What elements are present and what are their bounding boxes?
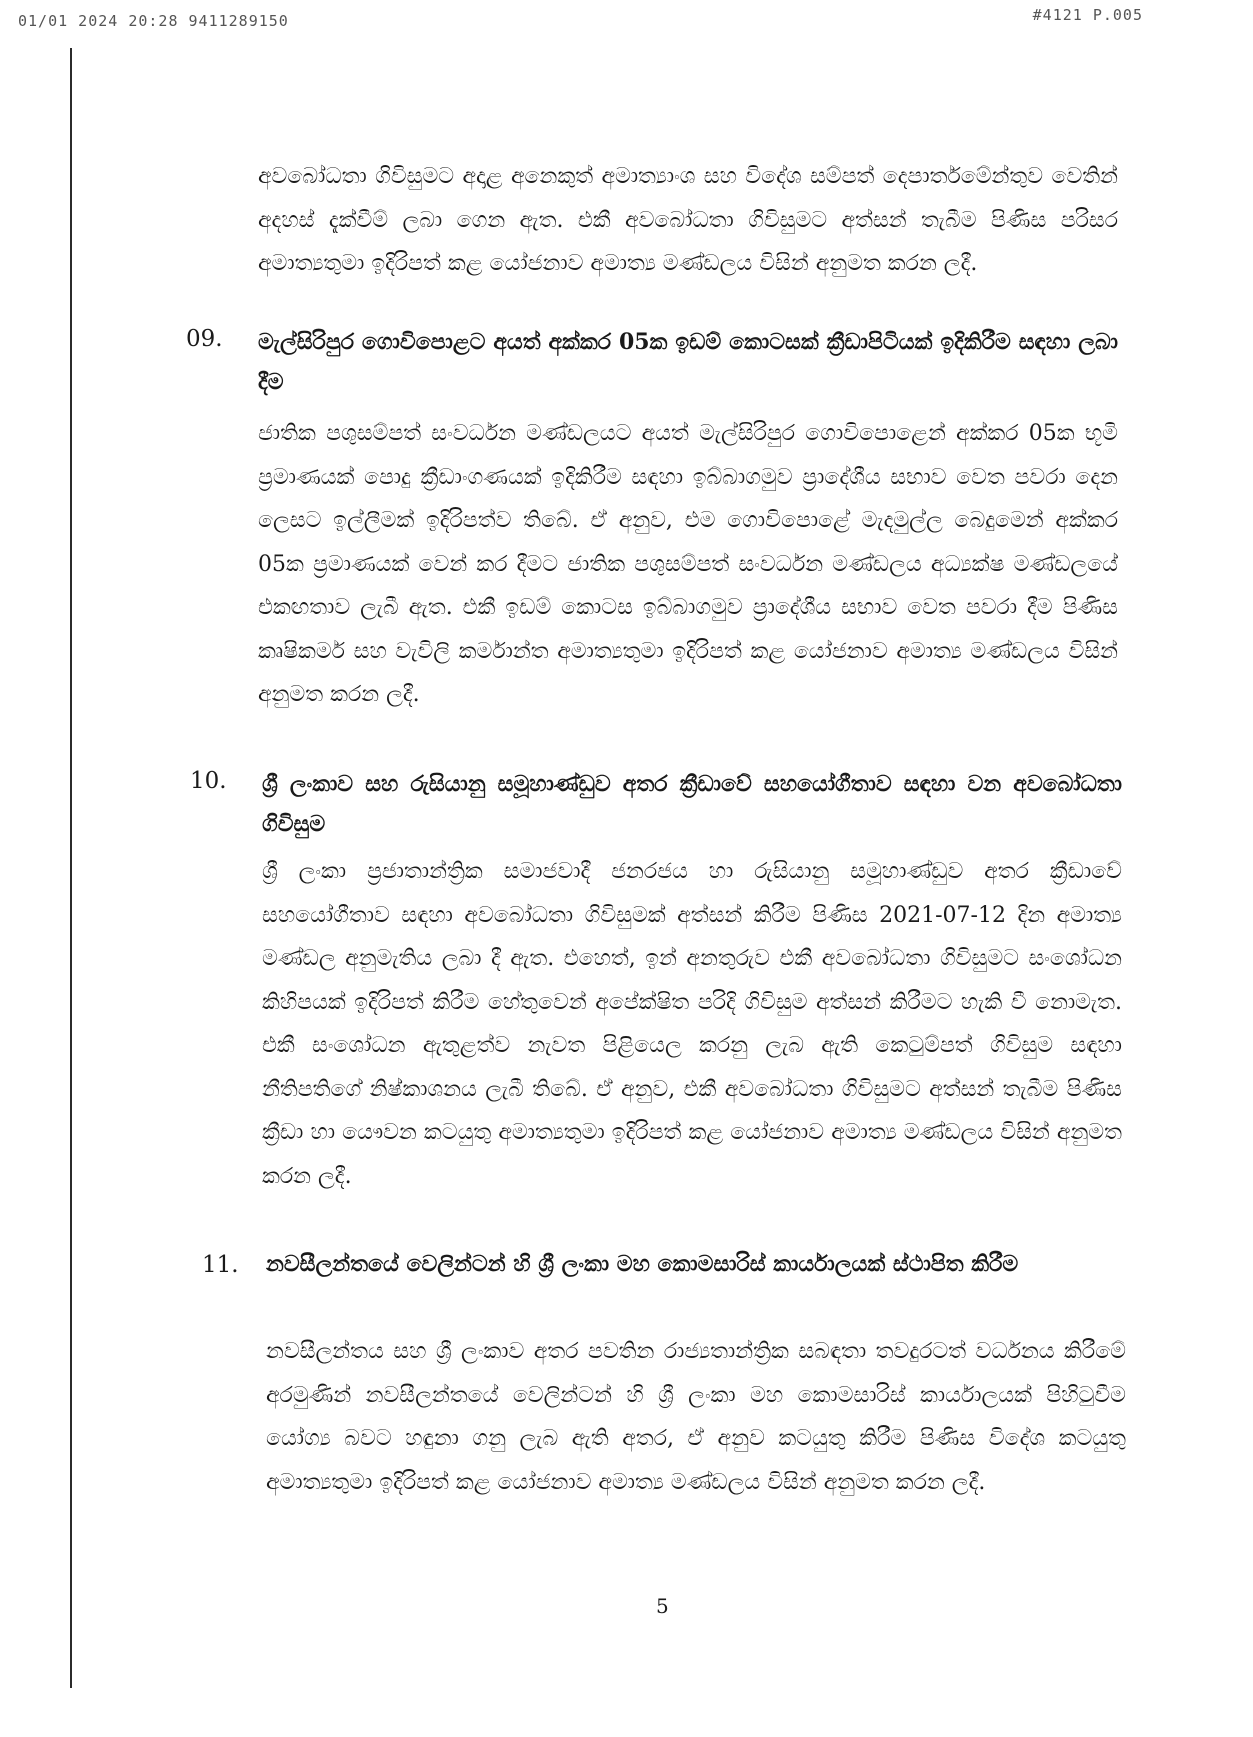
item-title-09: මැල්සිරිපුර ගොවිපොළට අයත් අක්කර 05ක ඉඩම් කොටසක් ක්‍රීඩාපිටියක් ඉදිකිරීම සඳහා ලබා දීම xyxy=(258,329,1118,395)
item-body-11: නවසීලන්තය සහ ශ්‍රී ලංකාව අතර පවතින රාජ්‍යතාන්ත්‍රික සබඳතා තවදුරටත් වර්ධනය කිරීමේ අරමුණින් නවසීලන්තයේ වෙලින්ටන් හි ශ්‍රී ලංකා මහ කොමසාරිස් කාර්යාලයක් පිහිටුවීම යෝග්‍ය බවට හඳුනා ගනු ලැබ ඇති අතර, ඒ අනුව කටයුතු කිරීම පිණිස විදේශ කටයුතු අමාත්‍යතුමා ඉදිරිපත් කළ යෝජනාව අමාත්‍ය මණ්ඩලය විසින් අනුමත කරන ලදී. xyxy=(266,1339,1126,1495)
item-body-09: ජාතික පශුසම්පත් සංවර්ධන මණ්ඩලයට අයත් මැල්සිරිපුර ගොවිපොළෙන් අක්කර 05ක භූමි ප්‍රමාණයක් පොදු ක්‍රීඩාංගණයක් ඉදිකිරීම සඳහා ඉබ්බාගමුව ප්‍රාදේශීය සභාව වෙත පවරා දෙන ලෙසට ඉල්ලීමක් ඉදිරිපත්ව තිබේ. ඒ අනුව, එම ගොවිපොළේ මැදමුල්ල බෙදුමෙන් අක්කර 05ක ප්‍රමාණයක් වෙන් කර දීමට ජාතික පශුසම්පත් සංවර්ධන මණ්ඩලය අධ්‍යක්ෂ මණ්ඩලයේ එකඟතාව ලැබී ඇත. එකී ඉඩම් කොටස ඉබ්බාගමුව ප්‍රාදේශීය සභාව වෙත පවරා දීම පිණිස කෘෂිකර්ම සහ වැවිලි කර්මාන්ත අමාත්‍යතුමා ඉදිරිපත් කළ යෝජනාව අමාත්‍ය මණ්ඩලය විසින් අනුමත කරන ලදී. xyxy=(258,421,1118,707)
left-margin-line xyxy=(70,48,72,1688)
item-title-11: නවසීලන්තයේ වෙලින්ටන් හි ශ්‍රී ලංකා මහ කොමසාරිස් කාර්යාලයක් ස්ථාපිත කිරීම xyxy=(266,1251,1019,1277)
item-body-10: ශ්‍රී ලංකා ප්‍රජාතාන්ත්‍රික සමාජවාදී ජනරජය හා රුසියානු සමූහාණ්ඩුව අතර ක්‍රීඩාවේ සහයෝගීතාව සඳහා අවබෝධතා ගිවිසුමක් අත්සන් කිරීම පිණිස 2021-07-12 දින අමාත්‍ය මණ්ඩල අනුමැතිය ලබා දී ඇත. එහෙත්, ඉන් අනතුරුව එකී අවබෝධතා ගිවිසුමට සංශෝධන කිහිපයක් ඉදිරිපත් කිරීම හේතුවෙන් අපේක්ෂිත පරිදි ගිවිසුම අත්සන් කිරීමට හැකි වී නොමැත. එකී සංශෝධන ඇතුළත්ව නැවත පිළියෙල කරනු ලැබ ඇති කෙටුම්පත් ගිවිසුම සඳහා නීතිපතිගේ නිෂ්කාශනය ලැබී තිබේ. ඒ අනුව, එකී අවබෝධතා ගිවිසුමට අත්සන් තැබීම පිණිස ක්‍රීඩා හා යෞවන කටයුතු අමාත්‍යතුමා ඉදිරිපත් කළ යෝජනාව අමාත්‍ය මණ්ඩලය විසින් අනුමත කරන ලදී. xyxy=(262,859,1122,1189)
item-number-09: 09. xyxy=(186,326,223,352)
fax-header-right: #4121 P.005 xyxy=(1032,6,1143,24)
item-title-10: ශ්‍රී ලංකාව සහ රුසියානු සමූහාණ්ඩුව අතර ක්‍රීඩාවේ සහයෝගීතාව සඳහා වන අවබෝධතා ගිවිසුම xyxy=(262,771,1122,837)
item-number-11: 11. xyxy=(202,1252,239,1278)
intro-paragraph: අවබෝධතා ගිවිසුමට අදාළ අනෙකුත් අමාත්‍යාංශ සහ විදේශ සම්පත් දෙපාර්තමේන්තුව වෙතින් අදහස් දැක්වීම් ලබා ගෙන ඇත. එකී අවබෝධතා ගිවිසුමට අත්සන් තැබීම පිණිස පරිසර අමාත්‍යතුමා ඉදිරිපත් කළ යෝජනාව අමාත්‍ය මණ්ඩලය විසින් අනුමත කරන ලදී. xyxy=(258,164,1118,276)
fax-header-left: 01/01 2024 20:28 9411289150 xyxy=(18,12,289,30)
page-number: 5 xyxy=(656,1594,669,1618)
item-number-10: 10. xyxy=(190,768,227,794)
